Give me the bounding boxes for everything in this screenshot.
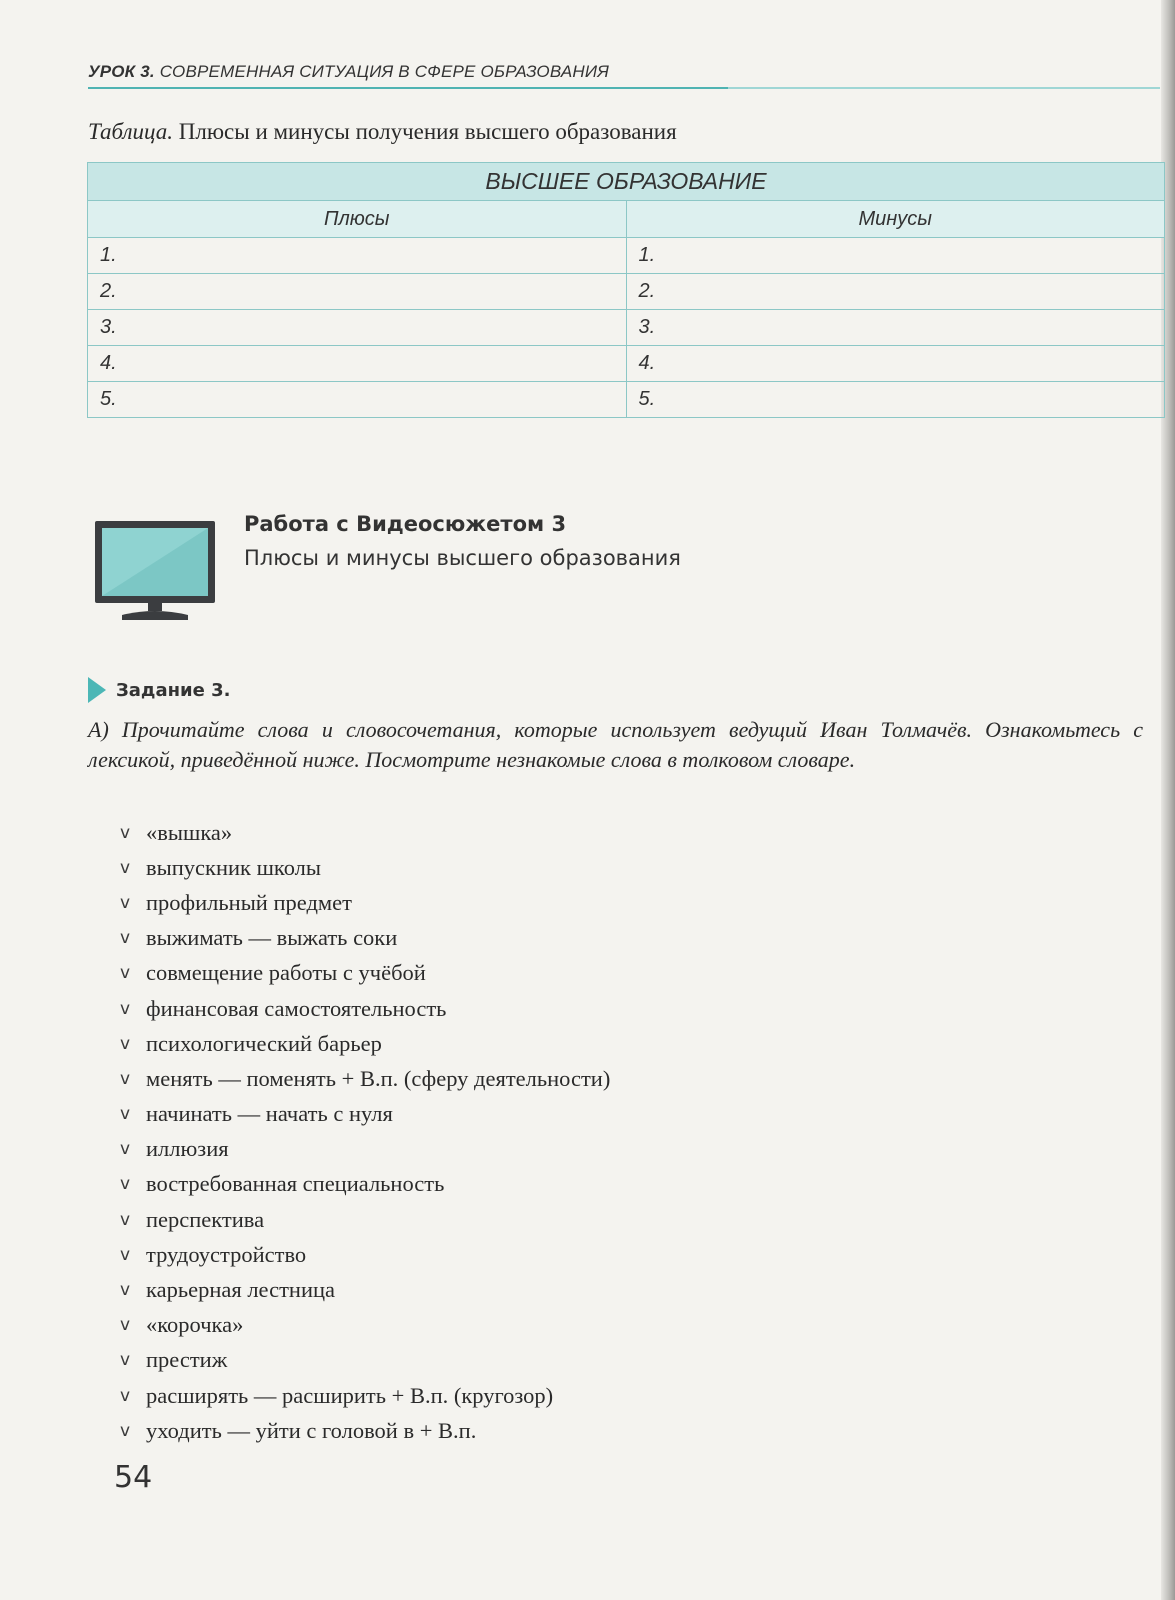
check-icon: v (120, 1139, 131, 1160)
minus-cell[interactable]: 4. (626, 346, 1165, 382)
task-header (88, 677, 231, 703)
minus-cell[interactable]: 5. (626, 382, 1165, 418)
vocab-term: совмещение работы с учёбой (146, 960, 426, 986)
check-icon: v (120, 1315, 131, 1336)
check-icon: v (120, 822, 131, 843)
list-item (120, 815, 610, 850)
list-item (120, 956, 610, 991)
vocab-term: уходить — уйти с головой в + В.п. (146, 1417, 477, 1443)
list-item (120, 1378, 610, 1413)
table-caption-text: Плюсы и минусы получения высшего образования (178, 119, 677, 144)
vocab-term: карьерная лестница (146, 1277, 336, 1303)
list-item (120, 1061, 610, 1096)
minus-cell[interactable]: 2. (626, 274, 1165, 310)
check-icon: v (120, 1350, 131, 1371)
lesson-title: СОВРЕМЕННАЯ СИТУАЦИЯ В СФЕРЕ ОБРАЗОВАНИЯ (159, 62, 609, 81)
list-item (120, 850, 610, 885)
monitor-icon (94, 520, 216, 624)
video-title: Работа с Видеосюжетом 3 (244, 512, 567, 536)
header-rule-accent (88, 87, 728, 89)
check-icon: v (120, 1033, 131, 1054)
list-item (120, 1308, 610, 1343)
column-header-minus: Минусы (626, 201, 1165, 238)
table-row (88, 346, 1165, 382)
vocab-term: иллюзия (146, 1136, 229, 1162)
table-main-header: ВЫСШЕЕ ОБРАЗОВАНИЕ (88, 163, 1165, 201)
list-item (120, 1272, 610, 1307)
check-icon: v (120, 928, 131, 949)
minus-cell[interactable]: 3. (626, 310, 1165, 346)
list-item (120, 1343, 610, 1378)
page-number: 54 (114, 1460, 153, 1495)
column-header-plus: Плюсы (88, 201, 627, 238)
vocab-term: престиж (146, 1347, 228, 1373)
check-icon: v (120, 1420, 131, 1441)
table-caption (88, 119, 677, 145)
vocab-term: «корочка» (146, 1312, 244, 1338)
pros-cons-table (87, 162, 1165, 418)
vocab-term: профильный предмет (146, 889, 352, 915)
list-item (120, 1132, 610, 1167)
check-icon: v (120, 1174, 131, 1195)
vocab-term: перспектива (146, 1206, 265, 1232)
table-row (88, 238, 1165, 274)
vocab-term: востребованная специальность (146, 1171, 445, 1197)
check-icon: v (120, 1068, 131, 1089)
running-head (88, 62, 609, 82)
task-label: Задание 3. (116, 679, 231, 701)
check-icon: v (120, 1280, 131, 1301)
lesson-number: УРОК 3. (88, 62, 155, 81)
check-icon: v (120, 857, 131, 878)
vocab-term: выпускник школы (146, 854, 322, 880)
list-item (120, 1413, 610, 1448)
plus-cell[interactable]: 5. (88, 382, 627, 418)
table-caption-label: Таблица. (88, 119, 174, 144)
vocab-term: финансовая самостоятельность (146, 995, 447, 1021)
table-row (88, 382, 1165, 418)
minus-cell[interactable]: 1. (626, 238, 1165, 274)
vocab-term: психологический барьер (146, 1030, 382, 1056)
vocab-term: расширять — расширить + В.п. (кругозор) (146, 1382, 554, 1408)
check-icon: v (120, 963, 131, 984)
check-icon: v (120, 1209, 131, 1230)
vocab-term: начинать — начать с нуля (146, 1101, 393, 1127)
list-item (120, 1167, 610, 1202)
table-row (88, 310, 1165, 346)
vocabulary-list (120, 815, 610, 1448)
plus-cell[interactable]: 1. (88, 238, 627, 274)
plus-cell[interactable]: 3. (88, 310, 627, 346)
list-item (120, 1202, 610, 1237)
vocab-term: выжимать — выжать соки (146, 925, 398, 951)
triangle-arrow-icon (88, 677, 106, 703)
check-icon: v (120, 1244, 131, 1265)
plus-cell[interactable]: 4. (88, 346, 627, 382)
check-icon: v (120, 892, 131, 913)
check-icon: v (120, 1385, 131, 1406)
list-item (120, 921, 610, 956)
table-row (88, 274, 1165, 310)
list-item (120, 885, 610, 920)
vocab-term: трудоустройство (146, 1241, 307, 1267)
list-item (120, 991, 610, 1026)
list-item (120, 1237, 610, 1272)
vocab-term: менять — поменять + В.п. (сферу деятельности) (146, 1065, 611, 1091)
plus-cell[interactable]: 2. (88, 274, 627, 310)
check-icon: v (120, 998, 131, 1019)
task-instructions: А) Прочитайте слова и словосочетания, которые использует ведущий Иван Толмачёв. Ознакомьтесь с лексикой, приведённой ниже. Посмотрите незнакомые слова в толковом словаре. (88, 717, 1143, 772)
vocab-term: «вышка» (146, 819, 233, 845)
video-subtitle: Плюсы и минусы высшего образования (244, 546, 681, 570)
list-item (120, 1026, 610, 1061)
check-icon: v (120, 1104, 131, 1125)
list-item (120, 1097, 610, 1132)
